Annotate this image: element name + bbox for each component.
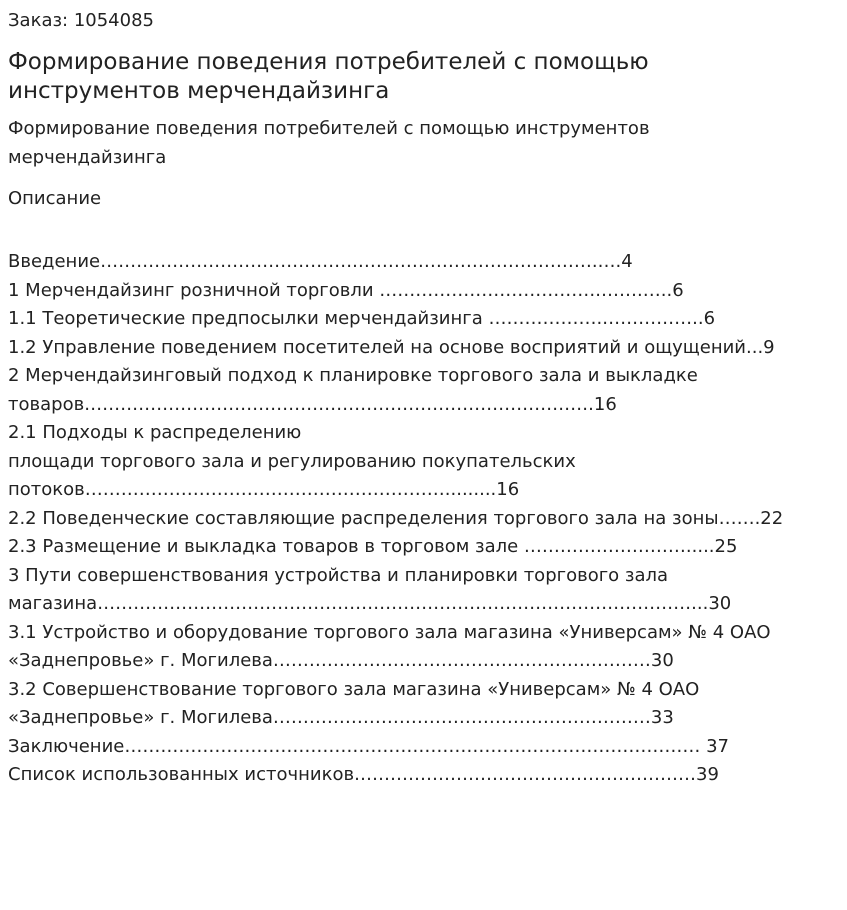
document-title (8, 48, 847, 106)
toc-line: товаров………………………………………………………………………….16 (8, 393, 617, 415)
toc-line: «Заднепровье» г. Могилева………………………………………………………30 (8, 650, 674, 671)
document-subtitle-line-1: Формирование поведения потребителей с помощью инструментов (8, 118, 650, 139)
table-of-contents (8, 248, 847, 790)
toc-line: 3.1 Устройство и оборудование торгового зала магазина «Универсам» № 4 ОАО (8, 621, 771, 643)
toc-line: 2.1 Подходы к распределению (8, 422, 302, 443)
toc-line: потоков…………………………………………………….........16 (8, 479, 520, 500)
toc-line: 2.2 Поведенческие составляющие распределения торгового зала на зоны…….22 (8, 507, 784, 529)
toc-line: Введение…………………………………….………………………………….….4 (8, 251, 633, 272)
toc-line: 2 Мерчендайзинговый подход к планировке торгового зала и выкладке (8, 365, 698, 386)
toc-line: магазина………………………………………………………………………………………...30 (8, 593, 732, 614)
toc-line: 3 Пути совершенствования устройства и планировки торгового зала (8, 564, 669, 586)
toc-line: 2.3 Размещение и выкладка товаров в торговом зале ……………………….....25 (8, 536, 738, 557)
toc-line: «Заднепровье» г. Могилева………………………………………………………33 (8, 707, 674, 728)
document-subtitle (8, 114, 847, 172)
document-title-line-1: Формирование поведения потребителей с помощью (8, 49, 649, 75)
description-label: Описание (8, 188, 102, 209)
toc-line: 1.2 Управление поведением посетителей на основе восприятий и ощущений...9 (8, 336, 775, 358)
document-title-line-2: инструментов мерчендайзинга (8, 78, 390, 104)
toc-line: 1 Мерчендайзинг розничной торговли ……………………………….…….…..6 (8, 279, 684, 301)
toc-line: 1.1 Теоретические предпосылки мерчендайзинга ……………….……………..6 (8, 308, 716, 329)
toc-line: Список использованных источников…………………………………………………39 (8, 764, 719, 785)
toc-line: площади торгового зала и регулированию покупательских (8, 450, 576, 472)
toc-line: Заключение…………………………………………………………………………………… 37 (8, 735, 729, 757)
toc-line: 3.2 Совершенствование торгового зала магазина «Универсам» № 4 ОАО (8, 678, 700, 700)
order-number: Заказ: 1054085 (8, 10, 154, 31)
document-subtitle-line-2: мерчендайзинга (8, 147, 167, 168)
